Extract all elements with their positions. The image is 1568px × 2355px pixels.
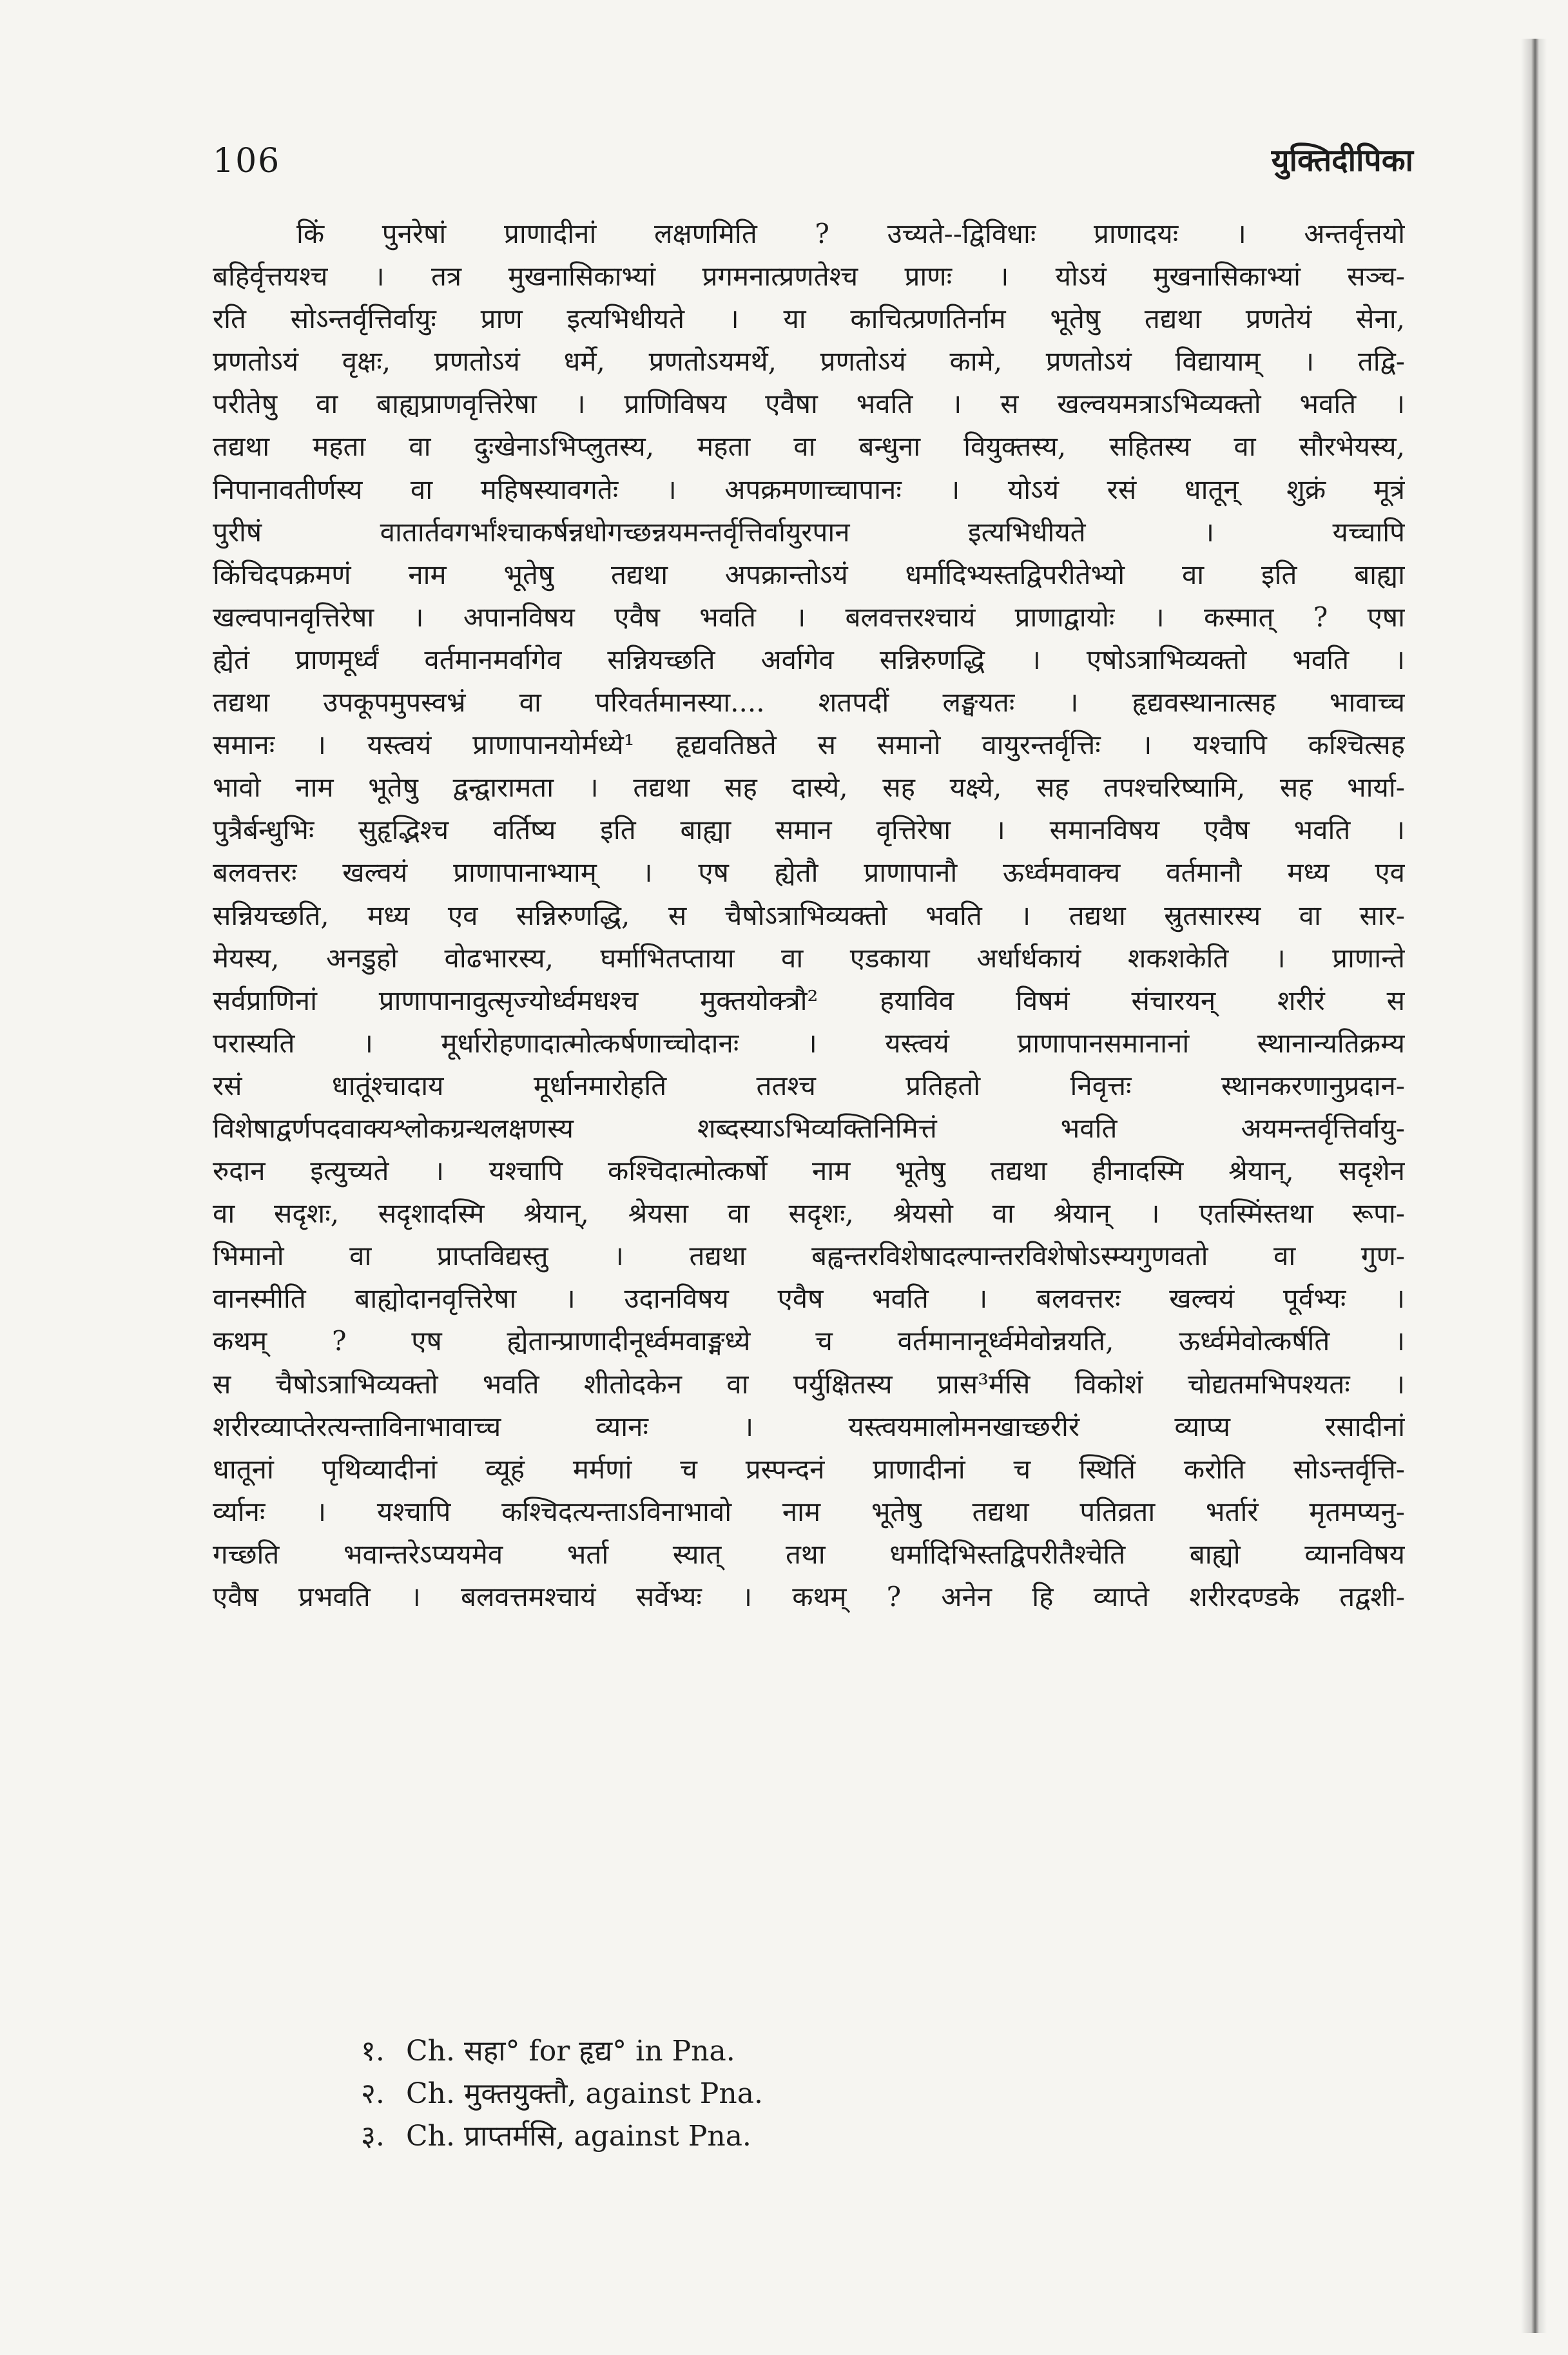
text-line: प्रणतोऽयं वृक्षः, प्रणतोऽयं धर्मे, प्रणतोऽयमर्थे, प्रणतोऽयं कामे, प्रणतोऽयं विद्यायाम् । तद्वि- [213,345,1405,378]
text-line: परीतेषु वा बाह्यप्राणवृत्तिरेषा । प्राणिविषय एवैषा भवति । स खल्वयमत्राऽभिव्यक्तो भवति । [213,388,1405,420]
text-line: रति सोऽन्तर्वृत्तिर्वायुः प्राण इत्यभिधीयते । या काचित्प्रणतिर्नाम भूतेषु तद्यथा प्रणतेयं सेना, [213,303,1405,335]
text-line: कथम् ? एष ह्येतान्प्राणादीनूर्ध्वमवाङ्मध्ये च वर्तमानानूर्ध्वमेवोन्नयति, ऊर्ध्वमेवोत्कर्षति । [213,1325,1405,1357]
text-line: र्व्यानः । यश्चापि कश्चिदत्यन्ताऽविनाभावो नाम भूतेषु तद्यथा पतिव्रता भर्तारं मृतमप्यनु- [213,1495,1405,1527]
text-line: स चैषोऽत्राभिव्यक्तो भवति शीतोदकेन वा पर्युक्षितस्य प्रास³र्मसि विकोशं चोद्यतमभिपश्यतः । [213,1368,1405,1400]
text-line: किं पुनरेषां प्राणादीनां लक्षणमिति ? उच्यते--द्विविधाः प्राणादयः । अन्तर्वृत्तयो [296,218,1405,249]
text-line: गच्छति भवान्तरेऽप्ययमेव भर्ता स्यात् तथा धर्मादिभिस्तद्विपरीतैश्चेति बाह्यो व्यानविषय [213,1538,1405,1570]
text-line: तद्यथा उपकूपमुपस्वभ्रं वा परिवर्तमानस्या.... शतपदीं लङ्घयतः । हृद्यवस्थानात्सह भावाच्च [213,686,1405,719]
text-line: पुत्रैर्बन्धुभिः सुहृद्भिश्च वर्तिष्य इति बाह्या समान वृत्तिरेषा । समानविषय एवैष भवति । [213,814,1405,846]
text-line: धातूनां पृथिव्यादीनां व्यूहं मर्मणां च प्रस्पन्दनं प्राणादीनां च स्थितिं करोति सोऽन्तर्वृत्ति- [213,1453,1405,1485]
text-line: भावो नाम भूतेषु द्वन्द्वारामता । तद्यथा सह दास्ये, सह यक्ष्ये, सह तपश्चरिष्यामि, सह भार्या- [213,771,1405,804]
text-line: भिमानो वा प्राप्तविद्यस्तु । तद्यथा बह्वन्तरविशेषादल्पान्तरविशेषोऽस्म्यगुणवतो वा गुण- [213,1240,1405,1272]
footnote-number: १. [361,2035,385,2068]
text-line: समानः । यस्त्वयं प्राणापानयोर्मध्ये¹ हृद्यवतिष्ठते स समानो वायुरन्तर्वृत्तिः । यश्चापि कश्चित्सह [213,729,1405,761]
footnote [361,2030,1392,2073]
text-line: ह्येतं प्राणमूर्ध्वं वर्तमानमर्वागेव सन्नियच्छति अर्वागेव सन्निरुणद्धि । एषोऽत्राभिव्यक्तो भवति । [213,643,1405,675]
text-line: मेयस्य, अनडुहो वोढभारस्य, घर्माभितप्ताया वा एडकाया अर्धार्धकायं शकशकेति । प्राणान्ते [213,942,1405,974]
text-line: बलवत्तरः खल्वयं प्राणापानाभ्याम् । एष ह्येतौ प्राणापानौ ऊर्ध्वमवाक्च वर्तमानौ मध्य एव [213,857,1405,889]
text-line: वा सदृशः, सदृशादस्मि श्रेयान्, श्रेयसा वा सदृशः, श्रेयसो वा श्रेयान् । एतस्मिंस्तथा रूपा- [213,1197,1405,1230]
text-line: शरीरव्याप्तेरत्यन्ताविनाभावाच्च व्यानः । यस्त्वयमालोमनखाच्छरीरं व्याप्य रसादीनां [213,1410,1405,1442]
running-title: युक्तिदीपिका [1271,142,1413,179]
footnotes [361,2030,1392,2158]
text-line: किंचिदपक्रमणं नाम भूतेषु तद्यथा अपक्रान्तोऽयं धर्मादिभ्यस्तद्विपरीतेभ्यो वा इति बाह्या [213,558,1405,590]
footnote [361,2115,1392,2158]
body-text [213,213,1405,1618]
binding-shadow [1521,39,1547,2333]
text-line: परास्यति । मूर्धारोहणादात्मोत्कर्षणाच्चोदानः । यस्त्वयं प्राणापानसमानानां स्थानान्यतिक्रम्य [213,1027,1405,1059]
text-line: खल्वपानवृत्तिरेषा । अपानविषय एवैष भवति । बलवत्तरश्चायं प्राणाद्वायोः । कस्मात् ? एषा [213,601,1405,633]
text-line: रसं धातूंश्चादाय मूर्धानमारोहति ततश्च प्रतिहतो निवृत्तः स्थानकरणानुप्रदान- [213,1069,1405,1101]
text-line: एवैष प्रभवति । बलवत्तमश्चायं सर्वेभ्यः । कथम् ? अनेन हि व्याप्ते शरीरदण्डके तद्वशी- [213,1581,1405,1613]
text-line: वानस्मीति बाह्योदानवृत्तिरेषा । उदानविषय एवैष भवति । बलवत्तरः खल्वयं पूर्वभ्यः । [213,1283,1405,1315]
text-line: रुदान इत्युच्यते । यश्चापि कश्चिदात्मोत्कर्षो नाम भूतेषु तद्यथा हीनादस्मि श्रेयान्, सदृशेन [213,1155,1405,1187]
page-number: 106 [213,142,281,180]
footnote [361,2073,1392,2115]
footnote-number: ३. [361,2120,385,2153]
footnote-number: २. [361,2077,385,2110]
footnote-text: Ch. सहा° for हृद्य° in Pna. [406,2035,735,2068]
text-line: बहिर्वृत्तयश्च । तत्र मुखनासिकाभ्यां प्रगमनात्प्रणतेश्च प्राणः । योऽयं मुखनासिकाभ्यां सञ्च- [213,260,1405,293]
text-line: सर्वप्राणिनां प्राणापानावुत्सृज्योर्ध्वमधश्च मुक्तयोक्त्रौ² हयाविव विषमं संचारयन् शरीरं स [213,984,1405,1016]
footnote-text: Ch. मुक्तयुक्तौ, against Pna. [406,2077,763,2110]
text-line: सन्नियच्छति, मध्य एव सन्निरुणद्धि, स चैषोऽत्राभिव्यक्तो भवति । तद्यथा स्रुतसारस्य वा सार- [213,899,1405,931]
text-line: पुरीषं वातार्तवगर्भांश्चाकर्षन्नधोगच्छन्नयमन्तर्वृत्तिर्वायुरपान इत्यभिधीयते । यच्चापि [213,516,1405,548]
text-line: निपानावतीर्णस्य वा महिषस्यावगतेः । अपक्रमणाच्चापानः । योऽयं रसं धातून् शुक्रं मूत्रं [213,473,1405,505]
text-line: तद्यथा महता वा दुःखेनाऽभिप्लुतस्य, महता वा बन्धुना वियुक्तस्य, सहितस्य वा सौरभेयस्य, [213,431,1405,463]
footnote-text: Ch. प्राप्तर्मसि, against Pna. [406,2120,751,2153]
text-line: विशेषाद्वर्णपदवाक्यश्लोकग्रन्थलक्षणस्य शब्दस्याऽभिव्यक्तिनिमित्तं भवति अयमन्तर्वृत्तिर्वायु- [213,1112,1405,1144]
